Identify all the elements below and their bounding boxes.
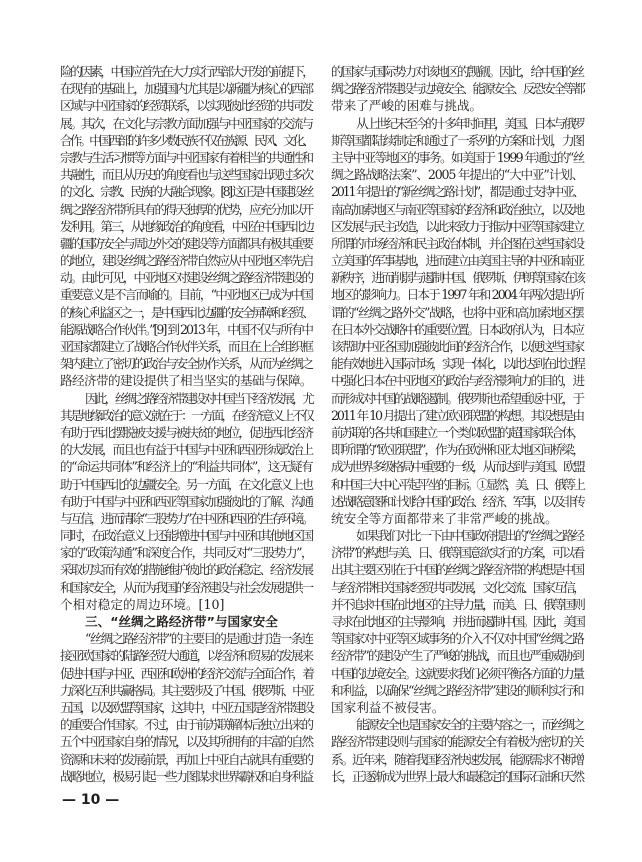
text-line: 的文化、宗教、民族的大融合现象。[8] 这正是中国建设丝 — [60, 184, 312, 200]
text-line: 与互信，进而清除“三股势力”在中亚和西亚的生存环境。 — [60, 510, 312, 526]
text-line: “丝绸之路经济带”的主要目的是通过打造一条连 — [85, 631, 313, 647]
text-line: 济带”的构想与美、日、俄等国意欲实行的方案，可以看 — [331, 545, 583, 561]
text-line: 个相对稳定的周边环境。[10] — [60, 596, 225, 612]
text-line: 路经济带的建设提供了相当坚实的基础与保障。 — [60, 373, 312, 389]
text-line: 的大发展，而且也有益于中国与中亚和西亚形成政治上 — [60, 442, 312, 458]
text-line: 中强化日本在中亚地区的政治与经济影响力的目的，进 — [331, 373, 583, 389]
text-line: 险的因素，中国应首先在大力实行西部大开发的前提下， — [60, 64, 313, 79]
text-line: 助于中国西北的边疆安全。另一方面，在文化意义上也 — [60, 476, 312, 492]
text-line: 南高加索地区与南亚等国家的经济和政治独立，以及地 — [331, 201, 583, 217]
text-line: 促进中国与中亚、西亚和欧洲的经济交流与全面合作，着 — [60, 665, 313, 681]
text-line: 绸之路经济带建设与边境安全、能源安全、反恐安全等都 — [331, 81, 584, 97]
text-line: 其是地缘政治的意义就在于：一方面，在经济意义上不仅 — [60, 407, 313, 423]
text-line: 的国家与国际势力对该地区的觊觎。因此，给中国的丝 — [331, 64, 583, 79]
text-line: 的重要合作国家。不过，由于前苏联解体后独立出来的 — [60, 717, 312, 733]
text-line: 因此，丝绸之路经济带建设对中国当下经济发展，尤 — [85, 390, 312, 406]
text-line: 接亚欧国家的陆路经贸大通道，以经济和贸易的发展来 — [60, 648, 312, 664]
text-line: 前苏联的各共和国建立一个类似欧盟的超国家联合体， — [331, 424, 583, 440]
text-line: 力深化互利共赢格局。其主要涉及了中国、俄罗斯、中亚 — [60, 682, 313, 698]
text-line: 和国家安全，从而为我国的经济建设与社会发展提供一 — [60, 579, 312, 595]
text-line: 能有效地进入国际市场，实现一体化，以此达到在此过程 — [331, 356, 584, 372]
text-line: 有助于中国与中亚和西亚等国家加强彼此的了解、沟通 — [60, 493, 312, 509]
text-line: 绸之路战略法案”、2005 年提出的“大中亚”计划、 — [331, 167, 583, 183]
right-text-column — [331, 63, 583, 785]
text-line: 五个中亚国家自身的情况，以及其所拥有的丰富的自然 — [60, 734, 312, 750]
text-line: 有助于西北摆脱被支援与被扶贫的地位，促进西北经济 — [60, 424, 312, 440]
text-line: 主导中亚等地区的事务。如美国于 1999 年通过的“丝 — [331, 149, 584, 165]
page-number: — 10 — — [62, 792, 120, 808]
text-line: 述战略意图和计划给中国的政治、经济、军事，以及非传 — [331, 493, 584, 509]
text-line: 五国，以及欧盟等国家，这其中，中亚五国是经济带建设 — [60, 699, 313, 715]
text-line: 战略地位，极易引起一些力图谋求世界霸权和自身利益 — [60, 768, 312, 784]
text-line: 长，正逐渐成为世界上最大和最稳定的国际石油和天然 — [331, 768, 583, 784]
text-line: 能源战略合作伙伴。”[9] 到 2013 年，中国不仅与所有中 — [60, 321, 312, 337]
text-line: 在日本外交战略中的重要位置。日本政府认为，日本应 — [331, 321, 583, 337]
text-line: 出其主要区别在于中国的丝绸之路经济带的构想是中国 — [331, 562, 583, 578]
text-line: 能源安全也是国家安全的主要内容之一，而丝绸之 — [356, 717, 583, 733]
text-line: 亚国家都建立了战略合作伙伴关系，而且在上合组织框 — [60, 339, 312, 354]
text-line: 的核心利益区之一，是中国西北边疆的安全屏障和经贸、 — [60, 304, 313, 320]
text-line: 国家利益不被侵害。 — [331, 699, 445, 715]
text-line: 如果我们对比一下由中国政府提出的“丝绸之路经 — [356, 528, 583, 544]
text-line: 并不追求中国在此地区的主导力量，而美、日、俄等国则 — [331, 596, 584, 612]
section-heading: 三、“丝绸之路经济带”与国家安全 — [85, 614, 278, 629]
text-line: 区发展与民主改造，以此来致力于推动中亚等国家建立 — [331, 218, 583, 234]
text-line: 和中国三大中心平起平坐的目标。①显然，美、日、俄等上 — [331, 476, 584, 492]
text-line: 2011 年 10 月提出了建立欧亚联盟的构想。其设想是由 — [331, 407, 583, 423]
text-line: 同时，在政治意义上还能增进中国与中亚和其他地区国 — [60, 528, 312, 544]
text-line: 经济带”的建设产生了严峻的挑战，而且也严重威胁到 — [331, 648, 583, 664]
text-line: 共融性，而且从历史的角度看也与这些国家出现过多次 — [60, 167, 312, 183]
text-line: 新秩序，进而削弱与遏制中国、俄罗斯、伊朗等国家在该 — [331, 270, 584, 286]
text-line: 斯等国都陆续制定和通过了一系列的方案和计划，力图 — [331, 132, 583, 148]
text-line: 展。其次，在文化与宗教方面加强与中亚国家的交流与 — [60, 115, 312, 131]
text-line: 架内建立了密切的政治与安全协作关系，从而为丝绸之 — [60, 356, 312, 372]
text-line: 疆的国防安全与周边外交的建设等方面都具有极其重要 — [60, 235, 312, 251]
text-line: 而形成对中国的战略遏制。俄罗斯也希望重返中亚，于 — [331, 390, 583, 406]
text-line: 立美国的军事基地，进而建立由美国主导的中亚和南亚 — [331, 253, 583, 269]
text-line: 地区的影响力。日本于 1997 年和 2004 年两次提出所 — [331, 287, 583, 303]
text-line: 和利益，以确保“丝绸之路经济带”建设的顺利实行和 — [331, 682, 583, 698]
text-line: 的地位，建设丝绸之路经济带自然应从中亚地区率先启 — [60, 253, 312, 269]
text-line: 即所谓的“欧亚联盟”，作为在欧洲和亚太地区间桥梁， — [331, 442, 583, 458]
text-line: 绸之路经济带所具有的得天独厚的优势，应充分加以开 — [60, 201, 312, 217]
text-line: 家的“政策沟通”和深度合作，共同反对“三股势力”， — [60, 545, 312, 561]
text-line: 与经济带相关国家经贸共同发展，文化交流、国家互信， — [331, 579, 584, 595]
text-line: 寻求在此地区的主导影响，并进而遏制中国。因此，美国 — [331, 614, 584, 629]
text-line: 等国家对中亚等区域事务的介入不仅对中国“丝绸之路 — [331, 631, 583, 647]
text-line: 中国的边境安全。这就要求我们必须平衡各方面的力量 — [331, 665, 583, 681]
text-line: 重要意义是不言而喻的。目前，“中亚地区已成为中国 — [60, 287, 312, 303]
text-line: 宗教与生活习惯等方面与中亚国家有着相当的共通性和 — [60, 149, 312, 165]
text-line: 谓的“丝绸之路外交”战略，也将中亚和高加索地区摆 — [331, 304, 583, 320]
text-line: 带来了严峻的困难与挑战。 — [331, 98, 483, 114]
text-line: 资源和未来的发展前景，再加上中亚自古就具有重要的 — [60, 751, 312, 767]
text-line: 所谓的市场经济和民主政治体制，并企图在这些国家设 — [331, 235, 583, 251]
text-line: 系。近年来，随着我国经济快速发展，能源需求不断增 — [331, 751, 583, 767]
text-line: 该帮助中亚各国加强彼此间的经济合作，以便这些国家 — [331, 339, 583, 354]
text-line: 的“命运共同体”和经济上的“利益共同体”，这无疑有 — [60, 459, 312, 475]
text-line: 从上世纪末至今的十多年时间里，美国、日本与俄罗 — [356, 115, 583, 131]
text-line: 动。由此可见，中亚地区对建设丝绸之路经济带建设的 — [60, 270, 312, 286]
text-line: 合作。中国西部的许多少数民族不仅在族源、民风、文化、 — [60, 132, 313, 148]
text-line: 成为世界多级格局中重要的一级，从而达到与美国、欧盟 — [331, 459, 584, 475]
left-text-column — [60, 63, 312, 785]
text-line: 统安全等方面都带来了非常严峻的挑战。 — [331, 510, 558, 526]
text-line: 路经济带建设则与国家的能源安全有着极为密切的关 — [331, 734, 583, 750]
text-line: 发利用。第三，从地缘政治的角度看，中亚在中国西北边 — [60, 218, 313, 234]
text-line: 2011 年提出的“新丝绸之路计划”，都是通过支持中亚、 — [331, 184, 583, 200]
text-line: 在现有的基础上，加强国内尤其是以新疆为核心的西部 — [60, 81, 312, 97]
text-line: 区域与中亚国家的经贸联系，以实现彼此经贸的共同发 — [60, 98, 312, 114]
text-line: 采取切实而有效的措施维护彼此的政治稳定、经济发展 — [60, 562, 312, 578]
